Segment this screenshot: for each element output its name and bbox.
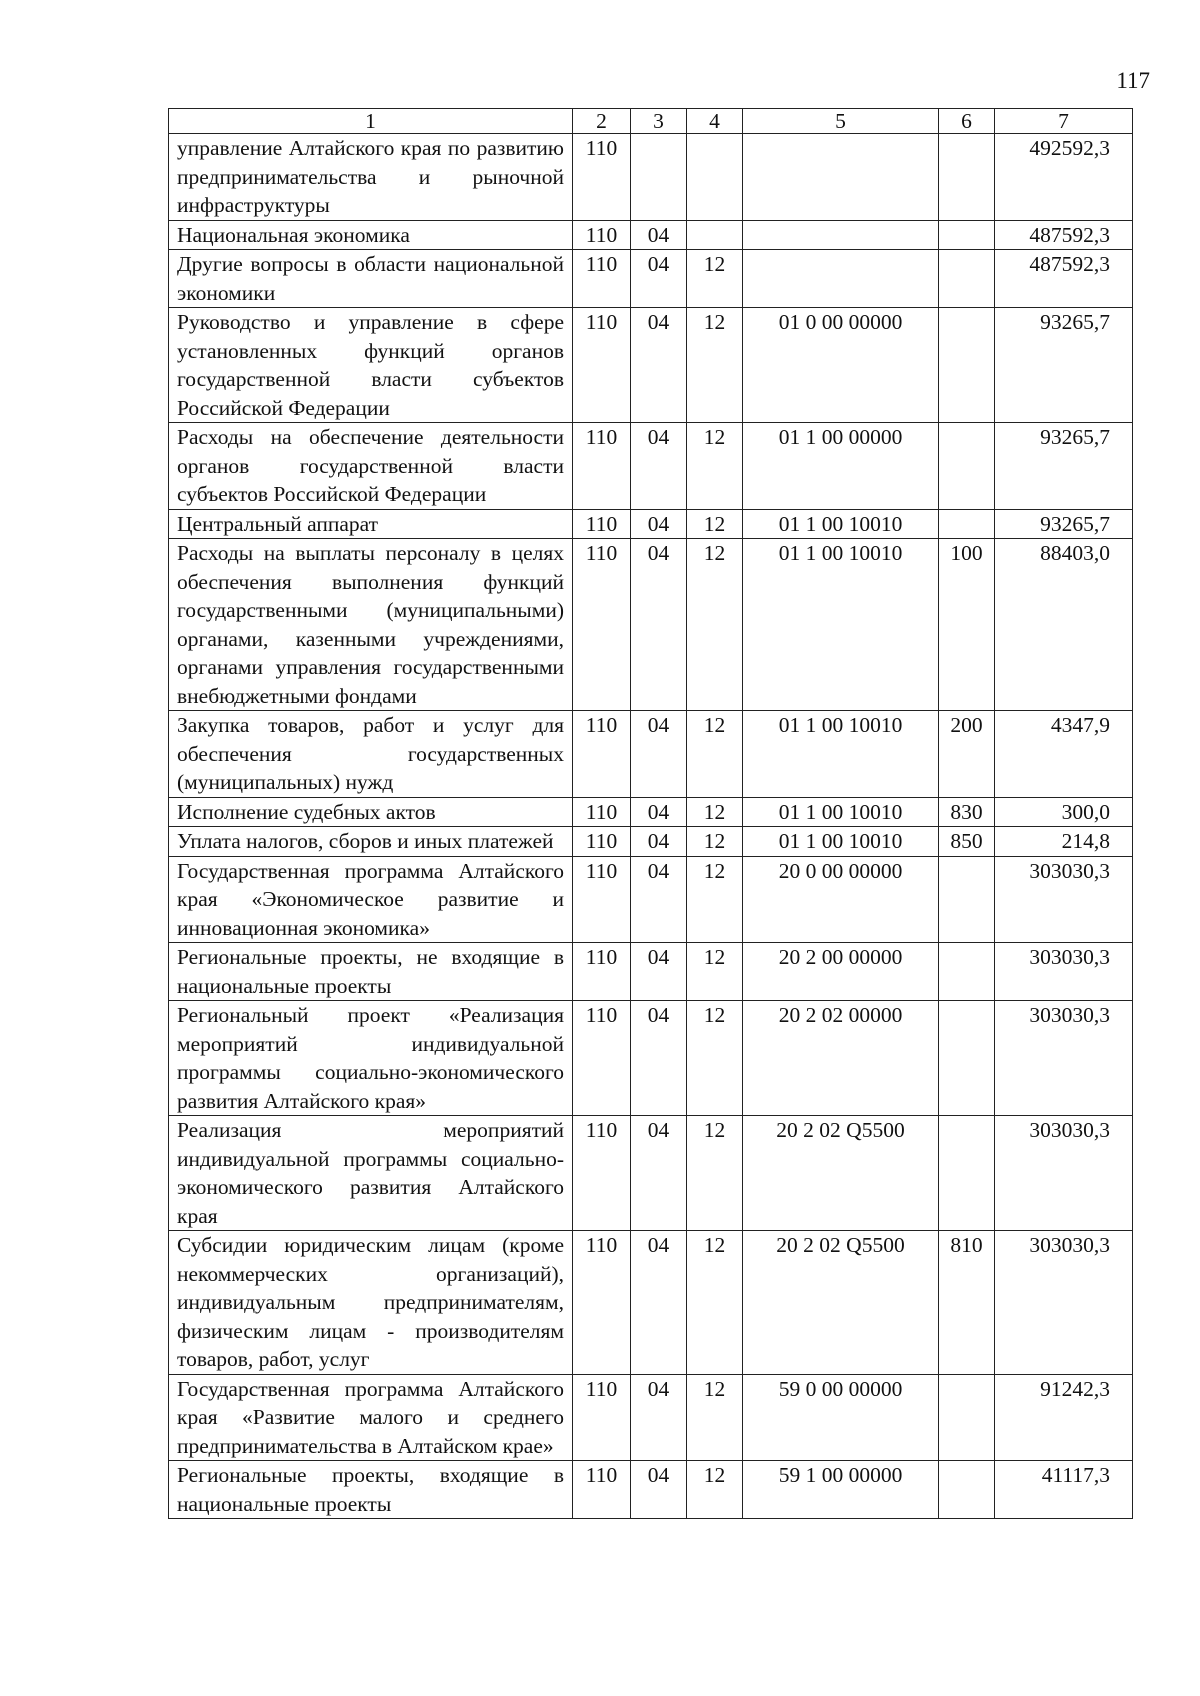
cell-amount: 4347,9 — [995, 711, 1133, 798]
cell-item-name: Региональные проекты, не входящие в национальные проекты — [169, 943, 573, 1001]
cell-expense-type-code: 830 — [939, 797, 995, 827]
cell-item-name: Субсидии юридическим лицам (кроме некоммерческих организаций), индивидуальным предпринимателям, физическим лицам - производителям товаров, работ, услуг — [169, 1231, 573, 1375]
column-header-7: 7 — [995, 109, 1133, 134]
cell-amount: 93265,7 — [995, 423, 1133, 510]
cell-target-article-code: 20 0 00 00000 — [743, 856, 939, 943]
cell-subsection-code: 12 — [687, 1231, 743, 1375]
cell-subsection-code: 12 — [687, 1116, 743, 1231]
cell-item-name: Центральный аппарат — [169, 509, 573, 539]
table-row — [169, 1374, 1133, 1461]
cell-section-code: 04 — [631, 1001, 687, 1116]
cell-subsection-code: 12 — [687, 308, 743, 423]
cell-target-article-code: 01 1 00 10010 — [743, 797, 939, 827]
cell-subsection-code: 12 — [687, 539, 743, 711]
cell-expense-type-code — [939, 943, 995, 1001]
column-header-5: 5 — [743, 109, 939, 134]
table-row — [169, 220, 1133, 250]
cell-subsection-code: 12 — [687, 943, 743, 1001]
cell-target-article-code: 59 0 00 00000 — [743, 1374, 939, 1461]
cell-amount: 88403,0 — [995, 539, 1133, 711]
table-row — [169, 856, 1133, 943]
cell-amount: 492592,3 — [995, 134, 1133, 221]
cell-section-code: 04 — [631, 943, 687, 1001]
cell-expense-type-code — [939, 1116, 995, 1231]
table-row — [169, 797, 1133, 827]
cell-amount: 91242,3 — [995, 1374, 1133, 1461]
cell-target-article-code: 01 0 00 00000 — [743, 308, 939, 423]
cell-ministry-code: 110 — [573, 856, 631, 943]
cell-item-name: Региональные проекты, входящие в национальные проекты — [169, 1461, 573, 1519]
cell-section-code: 04 — [631, 308, 687, 423]
cell-expense-type-code — [939, 250, 995, 308]
cell-section-code — [631, 134, 687, 221]
cell-amount: 487592,3 — [995, 220, 1133, 250]
cell-subsection-code — [687, 134, 743, 221]
cell-target-article-code: 01 1 00 10010 — [743, 711, 939, 798]
table-row — [169, 1461, 1133, 1519]
cell-amount: 303030,3 — [995, 1001, 1133, 1116]
table-row — [169, 539, 1133, 711]
cell-section-code: 04 — [631, 220, 687, 250]
column-header-3: 3 — [631, 109, 687, 134]
cell-expense-type-code — [939, 220, 995, 250]
cell-amount: 93265,7 — [995, 308, 1133, 423]
cell-amount: 303030,3 — [995, 1231, 1133, 1375]
cell-item-name: Реализация мероприятий индивидуальной программы социально-экономического развития Алтайского края — [169, 1116, 573, 1231]
cell-amount: 487592,3 — [995, 250, 1133, 308]
cell-ministry-code: 110 — [573, 308, 631, 423]
cell-section-code: 04 — [631, 797, 687, 827]
column-header-2: 2 — [573, 109, 631, 134]
cell-ministry-code: 110 — [573, 509, 631, 539]
cell-ministry-code: 110 — [573, 250, 631, 308]
cell-subsection-code: 12 — [687, 509, 743, 539]
table-row — [169, 509, 1133, 539]
cell-ministry-code: 110 — [573, 943, 631, 1001]
cell-item-name: управление Алтайского края по развитию предпринимательства и рыночной инфраструктуры — [169, 134, 573, 221]
cell-ministry-code: 110 — [573, 423, 631, 510]
table-row — [169, 711, 1133, 798]
cell-item-name: Расходы на выплаты персоналу в целях обеспечения выполнения функций государственными (муниципальными) органами, казенными учреждениями, органами управления государственными внебюджетными фондами — [169, 539, 573, 711]
cell-target-article-code: 20 2 00 00000 — [743, 943, 939, 1001]
cell-target-article-code — [743, 220, 939, 250]
cell-amount: 41117,3 — [995, 1461, 1133, 1519]
cell-target-article-code: 20 2 02 Q5500 — [743, 1231, 939, 1375]
cell-section-code: 04 — [631, 1231, 687, 1375]
cell-subsection-code: 12 — [687, 423, 743, 510]
cell-target-article-code: 20 2 02 Q5500 — [743, 1116, 939, 1231]
table-row — [169, 827, 1133, 857]
cell-ministry-code: 110 — [573, 220, 631, 250]
cell-item-name: Исполнение судебных актов — [169, 797, 573, 827]
cell-target-article-code: 01 1 00 10010 — [743, 827, 939, 857]
column-header-1: 1 — [169, 109, 573, 134]
cell-subsection-code: 12 — [687, 797, 743, 827]
cell-amount: 214,8 — [995, 827, 1133, 857]
cell-item-name: Государственная программа Алтайского края «Развитие малого и среднего предпринимательства в Алтайском крае» — [169, 1374, 573, 1461]
cell-expense-type-code — [939, 1001, 995, 1116]
cell-section-code: 04 — [631, 539, 687, 711]
header-row — [169, 109, 1133, 134]
table-row — [169, 943, 1133, 1001]
cell-amount: 300,0 — [995, 797, 1133, 827]
cell-section-code: 04 — [631, 509, 687, 539]
cell-ministry-code: 110 — [573, 1231, 631, 1375]
cell-item-name: Руководство и управление в сфере установленных функций органов государственной власти субъектов Российской Федерации — [169, 308, 573, 423]
cell-expense-type-code: 850 — [939, 827, 995, 857]
cell-expense-type-code — [939, 423, 995, 510]
cell-subsection-code: 12 — [687, 1001, 743, 1116]
cell-ministry-code: 110 — [573, 539, 631, 711]
cell-subsection-code: 12 — [687, 250, 743, 308]
cell-expense-type-code — [939, 1374, 995, 1461]
cell-ministry-code: 110 — [573, 827, 631, 857]
cell-section-code: 04 — [631, 1116, 687, 1231]
cell-expense-type-code: 100 — [939, 539, 995, 711]
cell-item-name: Другие вопросы в области национальной экономики — [169, 250, 573, 308]
cell-target-article-code: 01 1 00 10010 — [743, 539, 939, 711]
cell-target-article-code: 01 1 00 10010 — [743, 509, 939, 539]
cell-target-article-code: 59 1 00 00000 — [743, 1461, 939, 1519]
cell-subsection-code: 12 — [687, 711, 743, 798]
cell-ministry-code: 110 — [573, 1461, 631, 1519]
table-row — [169, 250, 1133, 308]
cell-subsection-code: 12 — [687, 827, 743, 857]
table-body — [169, 134, 1133, 1519]
table-row — [169, 308, 1133, 423]
cell-ministry-code: 110 — [573, 134, 631, 221]
cell-ministry-code: 110 — [573, 711, 631, 798]
cell-target-article-code: 20 2 02 00000 — [743, 1001, 939, 1116]
table-row — [169, 1231, 1133, 1375]
cell-section-code: 04 — [631, 827, 687, 857]
cell-subsection-code: 12 — [687, 1374, 743, 1461]
table-row — [169, 1001, 1133, 1116]
cell-subsection-code: 12 — [687, 1461, 743, 1519]
cell-section-code: 04 — [631, 423, 687, 510]
table-row — [169, 423, 1133, 510]
cell-ministry-code: 110 — [573, 1374, 631, 1461]
budget-table — [168, 108, 1133, 1519]
cell-expense-type-code — [939, 856, 995, 943]
cell-item-name: Национальная экономика — [169, 220, 573, 250]
cell-expense-type-code: 810 — [939, 1231, 995, 1375]
cell-item-name: Расходы на обеспечение деятельности органов государственной власти субъектов Российской Федерации — [169, 423, 573, 510]
cell-item-name: Уплата налогов, сборов и иных платежей — [169, 827, 573, 857]
cell-subsection-code: 12 — [687, 856, 743, 943]
cell-amount: 93265,7 — [995, 509, 1133, 539]
cell-expense-type-code — [939, 308, 995, 423]
column-header-6: 6 — [939, 109, 995, 134]
cell-ministry-code: 110 — [573, 797, 631, 827]
cell-ministry-code: 110 — [573, 1001, 631, 1116]
cell-item-name: Региональный проект «Реализация мероприятий индивидуальной программы социально-экономического развития Алтайского края» — [169, 1001, 573, 1116]
cell-section-code: 04 — [631, 250, 687, 308]
column-header-4: 4 — [687, 109, 743, 134]
cell-section-code: 04 — [631, 1374, 687, 1461]
cell-subsection-code — [687, 220, 743, 250]
cell-ministry-code: 110 — [573, 1116, 631, 1231]
cell-expense-type-code — [939, 509, 995, 539]
cell-amount: 303030,3 — [995, 856, 1133, 943]
cell-item-name: Государственная программа Алтайского края «Экономическое развитие и инновационная экономика» — [169, 856, 573, 943]
table-row — [169, 1116, 1133, 1231]
cell-expense-type-code: 200 — [939, 711, 995, 798]
cell-target-article-code — [743, 250, 939, 308]
cell-amount: 303030,3 — [995, 1116, 1133, 1231]
cell-section-code: 04 — [631, 1461, 687, 1519]
cell-expense-type-code — [939, 1461, 995, 1519]
cell-expense-type-code — [939, 134, 995, 221]
cell-item-name: Закупка товаров, работ и услуг для обеспечения государственных (муниципальных) нужд — [169, 711, 573, 798]
cell-section-code: 04 — [631, 856, 687, 943]
table-row — [169, 134, 1133, 221]
cell-target-article-code: 01 1 00 00000 — [743, 423, 939, 510]
cell-target-article-code — [743, 134, 939, 221]
page-number: 117 — [1116, 68, 1150, 93]
cell-amount: 303030,3 — [995, 943, 1133, 1001]
cell-section-code: 04 — [631, 711, 687, 798]
